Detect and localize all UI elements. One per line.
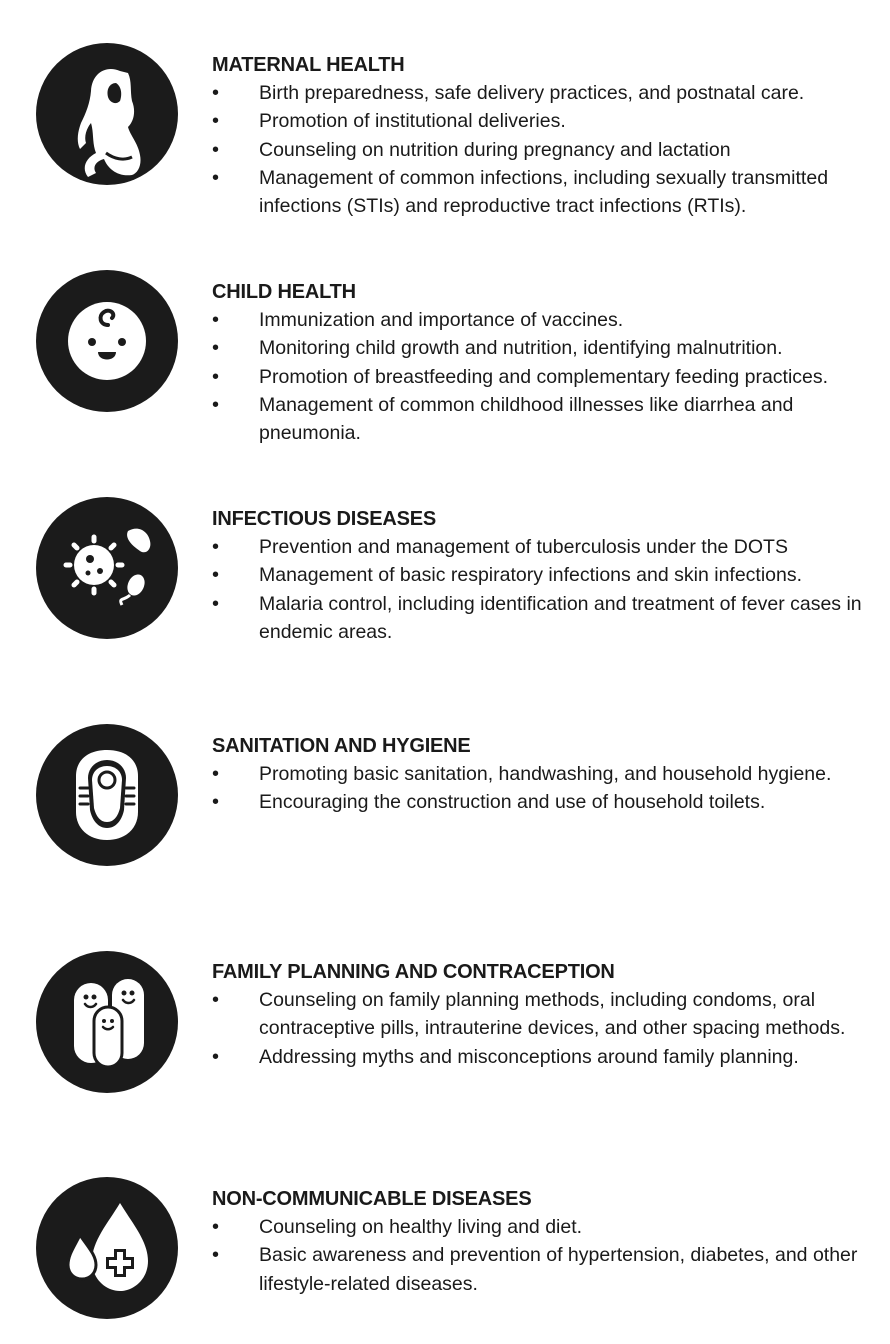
list-item: • Birth preparedness, safe delivery practices, and postnatal care. [212,79,862,107]
list-item: • Counseling on family planning methods, including condoms, oral contraceptive pills, intrauterine devices, and other spacing methods. [212,986,862,1043]
germs-icon [36,497,178,639]
bullet-list [212,1213,862,1298]
bullet-list [212,306,862,447]
list-item: • Encouraging the construction and use of household toilets. [212,788,862,816]
section-title: FAMILY PLANNING AND CONTRACEPTION [212,961,615,983]
list-item: • Counseling on healthy living and diet. [212,1213,862,1241]
list-item: • Prevention and management of tuberculosis under the DOTS [212,533,862,561]
pregnant-woman-icon [36,43,178,185]
bullet-list [212,79,862,220]
list-item: • Immunization and importance of vaccines. [212,306,862,334]
section-title: INFECTIOUS DISEASES [212,508,437,530]
list-item: • Counseling on nutrition during pregnancy and lactation [212,136,862,164]
section-title: SANITATION AND HYGIENE [212,735,471,757]
section-title: CHILD HEALTH [212,281,356,303]
section-title: NON-COMMUNICABLE DISEASES [212,1188,532,1210]
bullet-list [212,760,862,817]
toilet-icon [36,724,178,866]
blood-drop-medical-cross-icon [36,1177,178,1319]
list-item: • Management of common infections, including sexually transmitted infections (STIs) and reproductive tract infections (RTIs). [212,164,862,221]
section-title: MATERNAL HEALTH [212,54,405,76]
baby-face-icon [36,270,178,412]
list-item: • Monitoring child growth and nutrition, identifying malnutrition. [212,334,862,362]
list-item: • Management of basic respiratory infections and skin infections. [212,561,862,589]
list-item: • Addressing myths and misconceptions around family planning. [212,1043,862,1071]
list-item: • Management of common childhood illnesses like diarrhea and pneumonia. [212,391,862,448]
list-item: • Promotion of breastfeeding and complementary feeding practices. [212,363,862,391]
bullet-list [212,533,862,646]
bullet-list [212,986,862,1071]
list-item: • Promoting basic sanitation, handwashing, and household hygiene. [212,760,862,788]
list-item: • Basic awareness and prevention of hypertension, diabetes, and other lifestyle-related diseases. [212,1241,862,1298]
list-item: • Malaria control, including identification and treatment of fever cases in endemic areas. [212,590,862,647]
list-item: • Promotion of institutional deliveries. [212,107,862,135]
family-icon [36,951,178,1093]
